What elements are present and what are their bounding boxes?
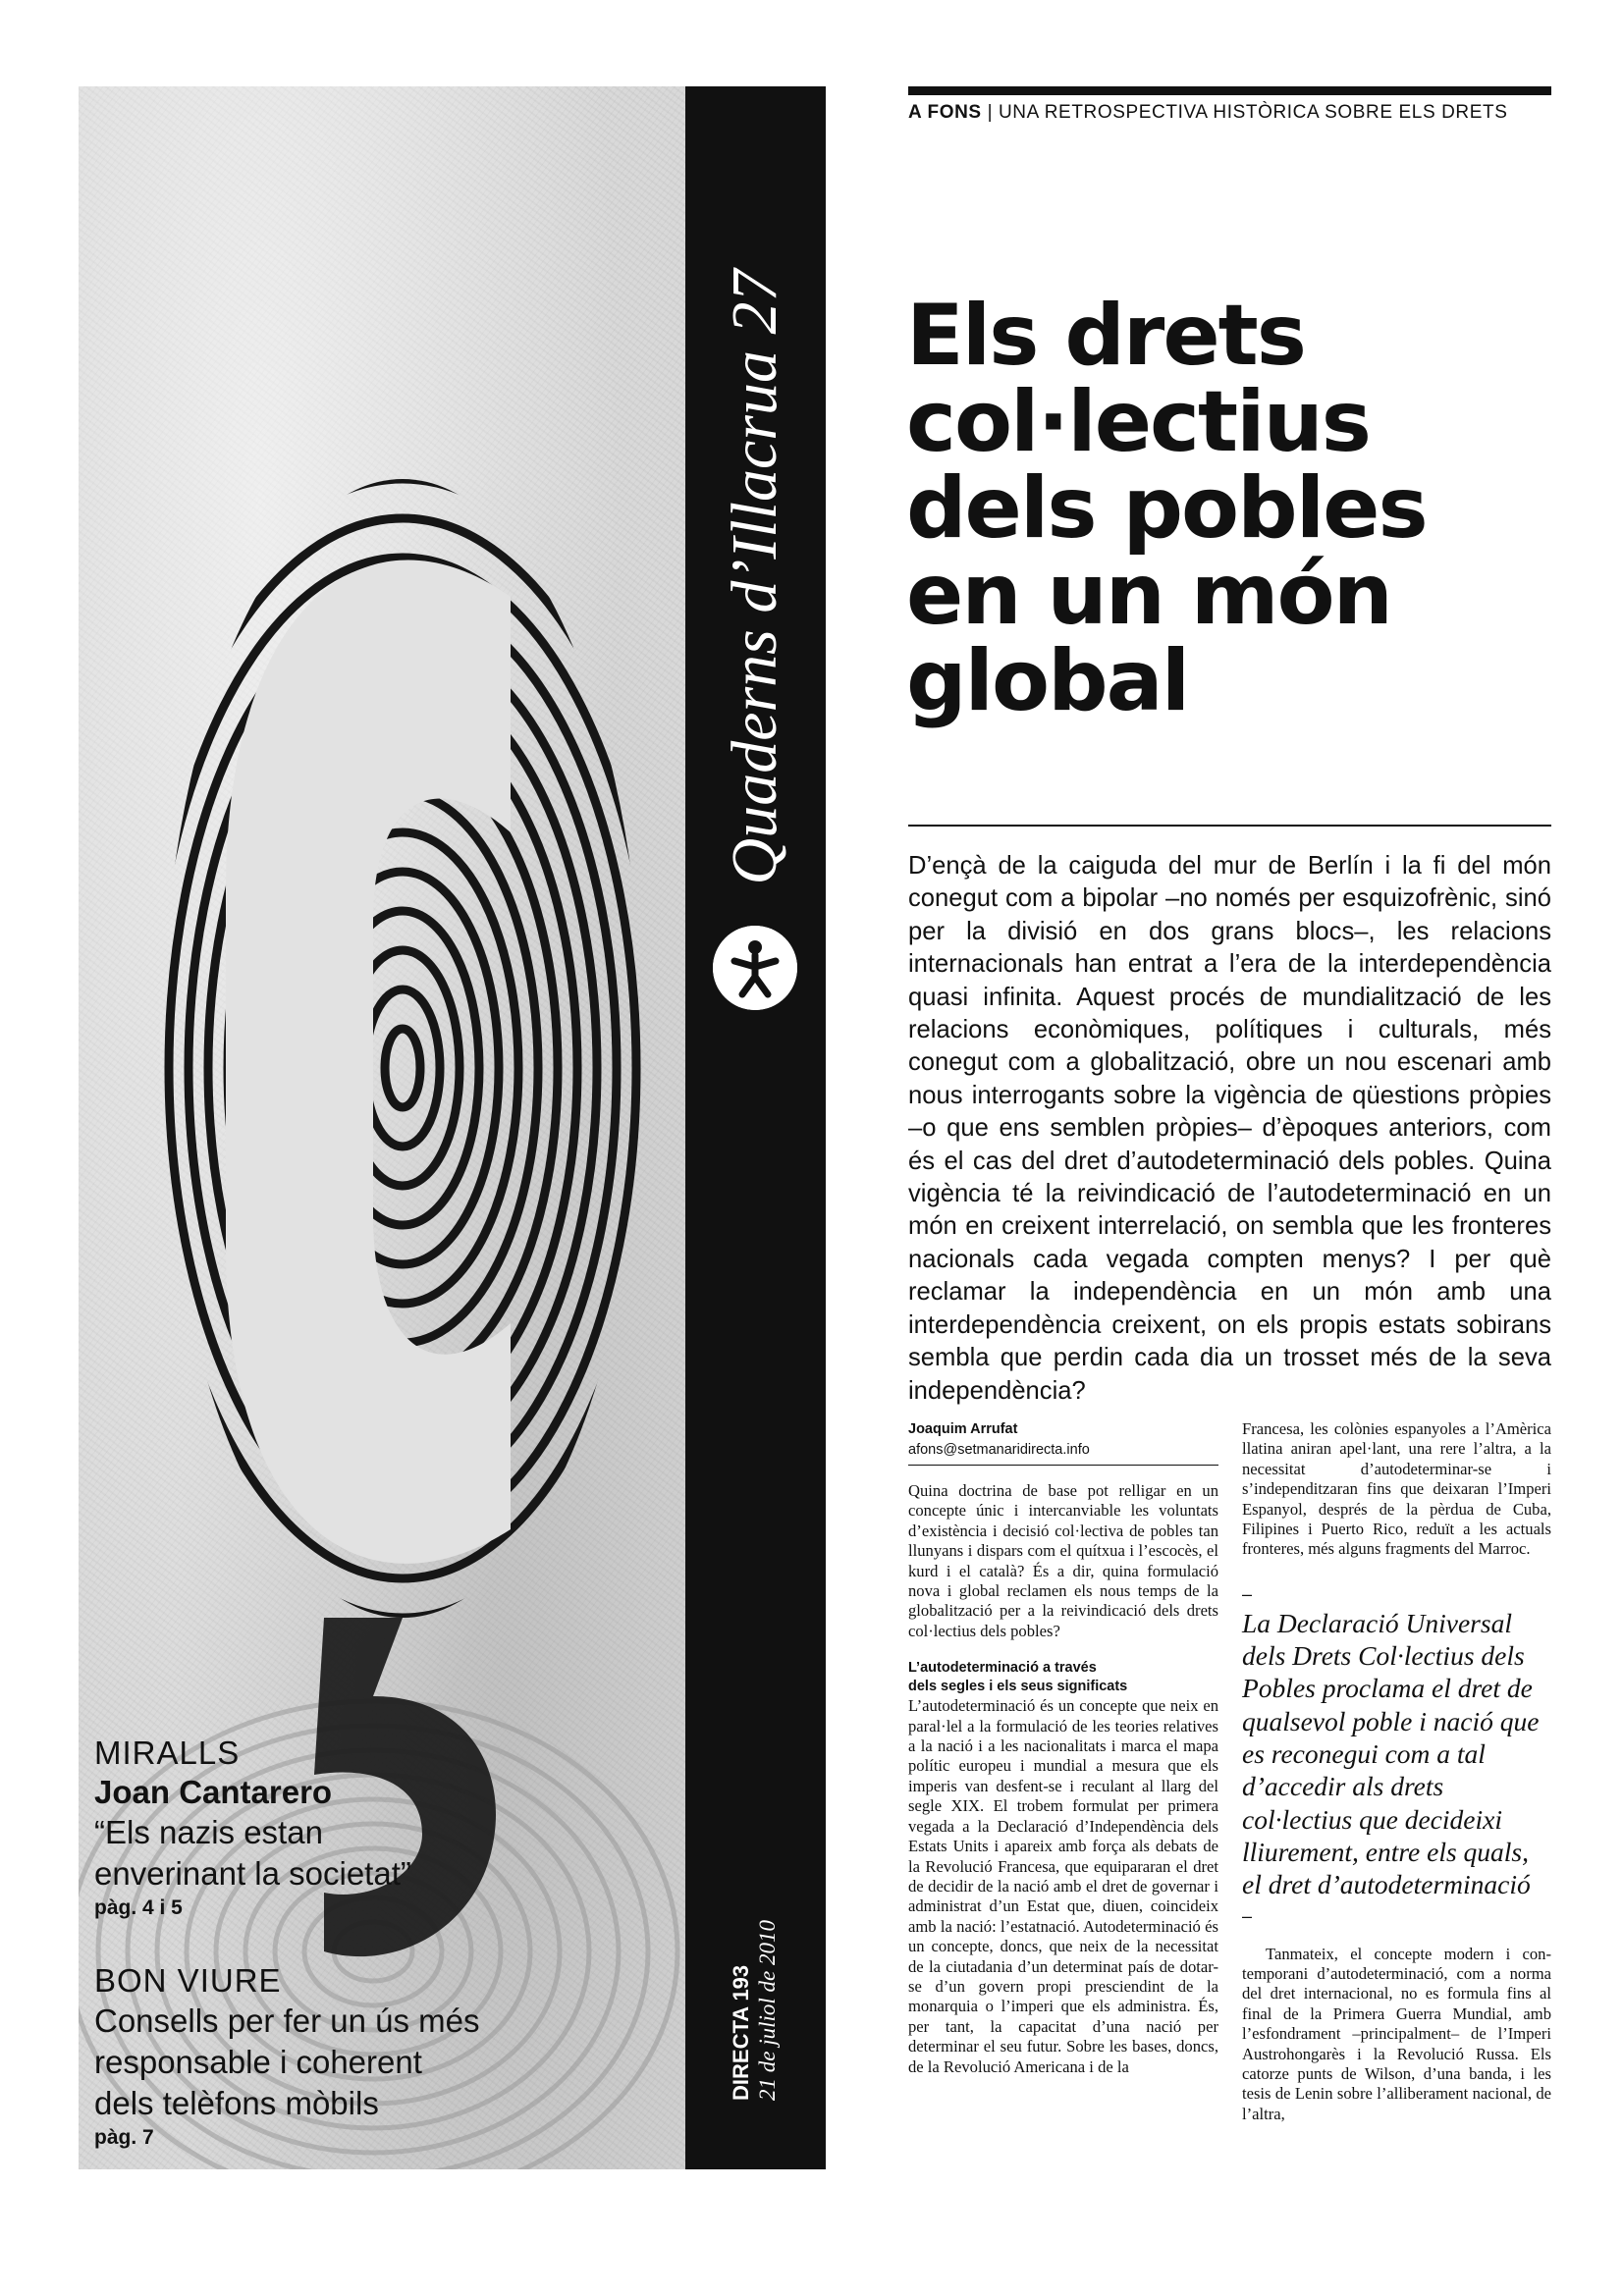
pullquote-dash: – — [1242, 1583, 1253, 1604]
headline-line: Els drets — [906, 287, 1305, 385]
headline-line: dels pobles — [906, 459, 1427, 558]
teaser-page: pàg. 4 i 5 — [94, 1896, 183, 1919]
author-name: Joaquim Arrufat — [908, 1421, 1018, 1437]
cover-image — [79, 86, 685, 2169]
article-column-2 — [1242, 1419, 1551, 2124]
kicker-label: A FONS — [908, 102, 982, 123]
headline-line: col·lectius — [906, 373, 1370, 471]
teaser-line: enverinant la societat” — [94, 1855, 411, 1892]
headline — [906, 287, 1554, 730]
issue-info — [729, 1920, 782, 2101]
teaser-page: pàg. 7 — [94, 2126, 154, 2149]
teaser-section: MIRALLS — [94, 1735, 241, 1771]
pullquote: La Declaració Universal dels Drets Col·lectius dels Pobles proclama el dret de qualsevol poble i nació que es reconegui com a tal d’accedir als drets col·lectius que decideixi lliurement, entre els quals, el dret d’autodeterminació — [1242, 1607, 1540, 1900]
author-email[interactable]: afons@setmanaridirecta.info — [908, 1442, 1090, 1458]
body-paragraph: Francesa, les colònies espanyoles a l’Amèrica llatina aniran apel·lant, una rere l’altra, a la necessitat d’autodeterminar-se i s’independitzaran fins que deixaran l’Imperi Espanyol, després de la pèrdua de Cuba, Filipines i Puerto Rico, reduït a les actuals fronteres, més alguns fragments del Marroc. — [1242, 1419, 1551, 1559]
article-column-1 — [908, 1419, 1218, 2077]
body-paragraph: Tanmateix, el concepte modern i contemporani d’autodeterminació, com a norma del dret internacional, no es formula fins al final de la Primera Guerra Mundial, amb l’esfondrament –principalment– de l’Imperi Austrohongarès i la Revolució Russa. Els catorze punts de Wilson, d’una banda, i les tesis de Lenin sobre l’alliberament nacional, de l’altra, — [1242, 1944, 1551, 2123]
pullquote-dash: – — [1242, 1905, 1253, 1926]
subheading — [908, 1659, 1218, 1696]
teaser-line: “Els nazis estan — [94, 1814, 323, 1850]
teaser-miralls[interactable] — [94, 1734, 411, 1922]
body-paragraph: L’autodeterminació és un concepte que neix en paral·lel a la formulació de les teories relatives a la nació i a les nacionalitats i marca el mapa polític europeu i mundial a mesura que els imperis van desfent-se i reculant al llarg del segle XIX. El trobem formulat per primera vegada a la Declaració d’Independència dels Estats Units i apareix amb força als debats de la Revolució Francesa, que equipararan el dret de decidir de la nació amb el dret de governar i administrat d’un Estat que, diuen, coincideix amb la nació: l’estatnació. Autodeterminació és un concepte, doncs, que neix de la necessitat de la ciutadania d’un determinat país de dotar-se d’un govern propi presciendint de la monarquia o l’imperi que els administra. És, per tant, la capacitat d’una nació per determinar el seu futur. Sobre les bases, doncs, de la Revolució Americana i de la — [908, 1696, 1218, 2076]
headline-line: en un món — [906, 546, 1391, 644]
teaser-line: dels telèfons mòbils — [94, 2085, 379, 2121]
section-kicker — [908, 102, 1551, 124]
issue-date: 21 de juliol de 2010 — [755, 1920, 780, 2101]
issue-number: DIRECTA 193 — [729, 1964, 753, 2101]
top-rule — [908, 86, 1551, 95]
headline-line: global — [906, 632, 1189, 730]
headline-rule — [908, 825, 1551, 827]
kicker-text: UNA RETROSPECTIVA HISTÒRICA SOBRE ELS DRETS — [998, 102, 1508, 123]
lead-paragraph: D’ençà de la caiguda del mur de Berlín i la fi del món conegut com a bipolar –no només per esquizofrènic, sinó per la divisió en dos grans blocs–, les relacions internacionals han entrat a l’era de la interdependència quasi infinita. Aquest procés de mundialització de les relacions econòmiques, polítiques i culturals, més conegut com a globalització, obre un nou escenari amb nous interrogants sobre la vigència de qüestions pròpies –o que ens semblen pròpies– d’èpoques anteriors, com és el cas del dret d’autodeterminació dels pobles. Quina vigència té la reivindicació de l’autodeterminació en un món en creixent interrelació, on sembla que les fronteres nacionals cada vegada compten menys? I per què reclamar la independència en un món amb una interdependència creixent, on els propis estats sobirans sembla que perdin cada dia un trosset més de la seva independència? — [908, 852, 1551, 1405]
body-paragraph: Quina doctrina de base pot relligar en un concepte únic i intercanviable les voluntats d’existència i decisió col·lectiva de pobles tan llunyans i dispars com el quítxua i l’escocès, el kurd i el català? És a dir, quina formulació nova i global reclamen els nous temps de la globalització per a la reivindicació dels drets col·lectius dels pobles? — [908, 1481, 1218, 1640]
kicker-separator: | — [981, 102, 999, 123]
byline-rule — [908, 1465, 1218, 1466]
teaser-section: BON VIURE — [94, 1962, 282, 1999]
subheading-line: L’autodeterminació a través — [908, 1660, 1097, 1677]
publication-title: Quaderns d’Illacrua 27 — [719, 269, 790, 885]
spine — [685, 86, 826, 2169]
subheading-line: dels segles i els seus significats — [908, 1679, 1128, 1695]
teaser-line: responsable i coherent — [94, 2044, 422, 2080]
directa-logo-icon — [713, 926, 797, 1010]
teaser-bon-viure[interactable] — [94, 1961, 480, 2152]
teaser-name: Joan Cantarero — [94, 1774, 333, 1810]
teaser-line: Consells per fer un ús més — [94, 2002, 480, 2039]
